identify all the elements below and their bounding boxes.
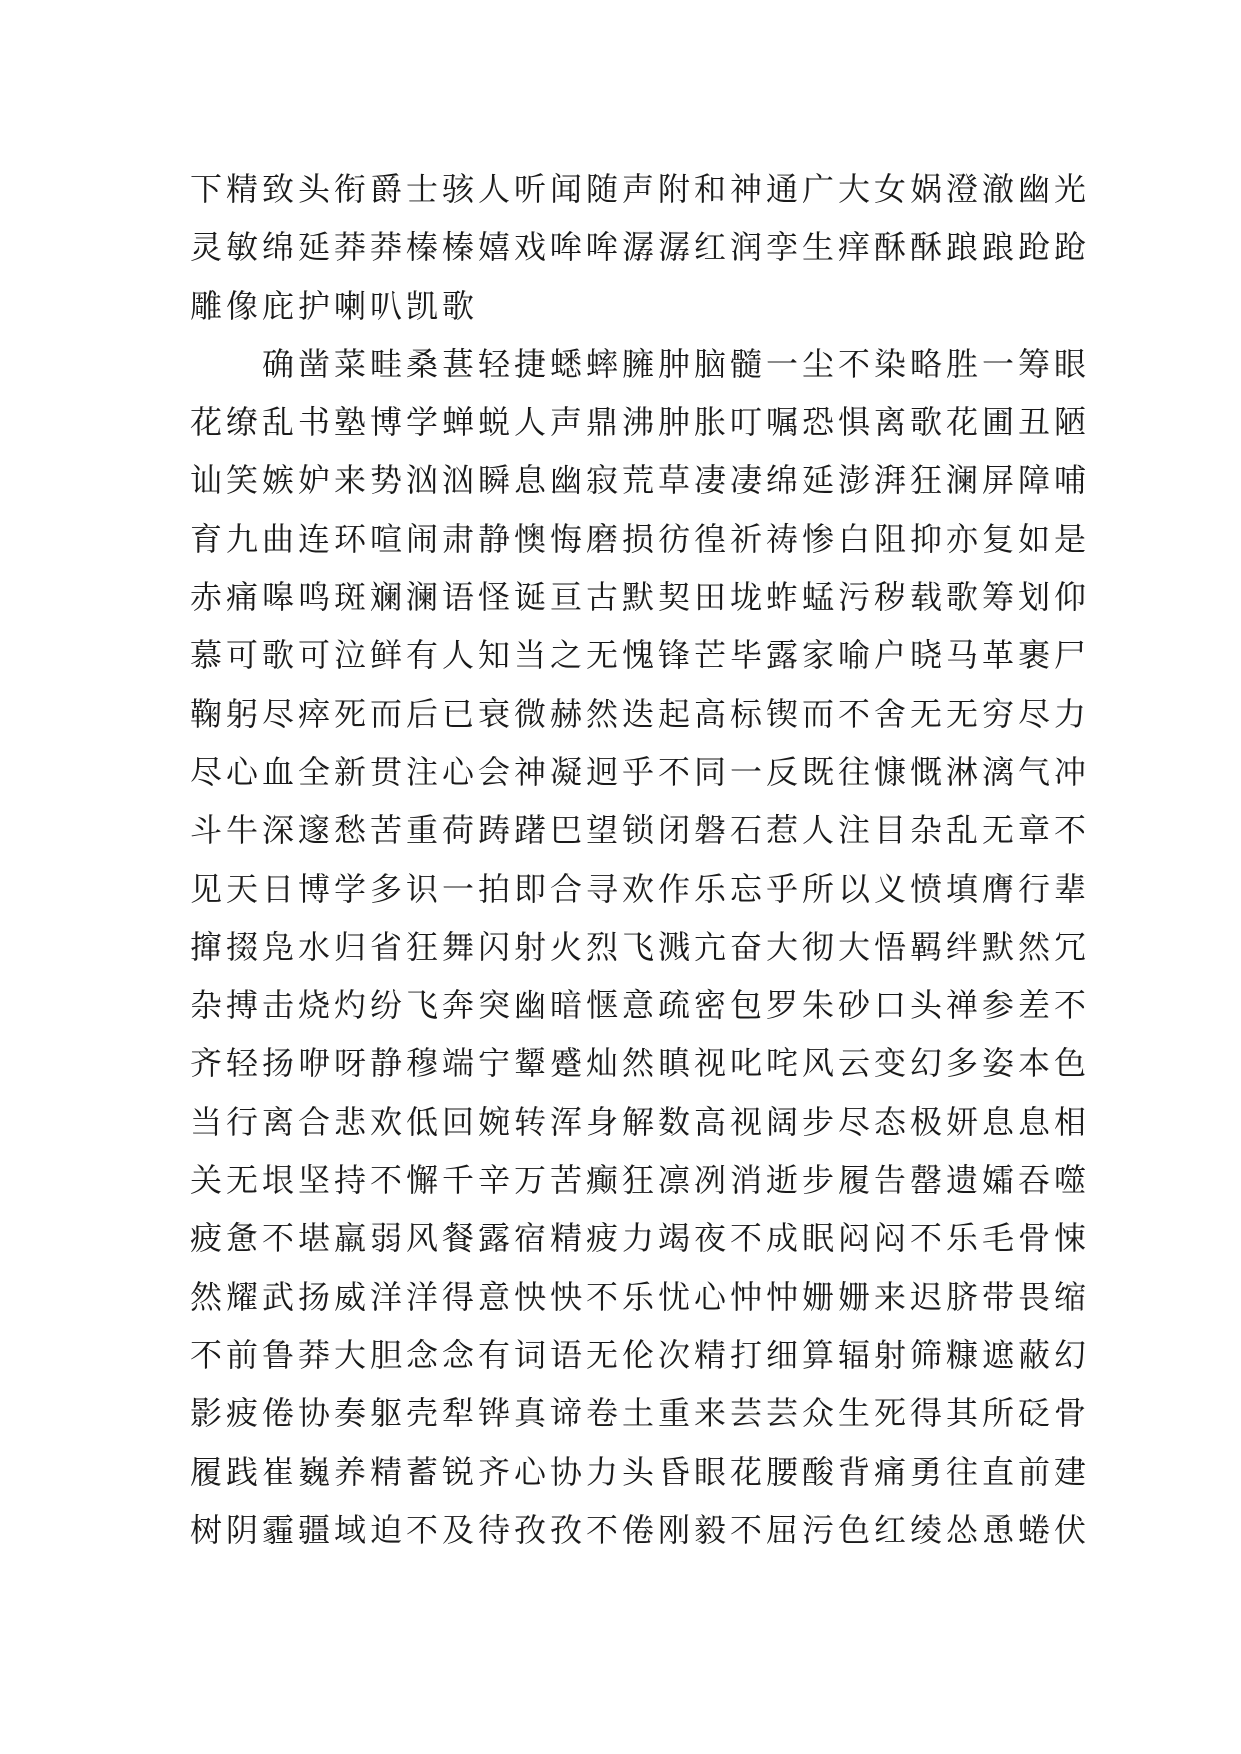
text-line: 当行离合悲欢低回婉转浑身解数高视阔步尽态极妍息息相 <box>190 1102 1091 1141</box>
text-line: 慕可歌可泣鲜有人知当之无愧锋芒毕露家喻户晓马革裹尸 <box>190 636 1091 675</box>
text-line: 树阴霾疆域迫不及待孜孜不倦刚毅不屈污色红绫怂恿蜷伏 <box>190 1510 1091 1549</box>
text-line: 不前鲁莽大胆念念有词语无伦次精打细算辐射筛糠遮蔽幻 <box>190 1335 1091 1374</box>
text-line: 鞠躬尽瘁死而后已衰微赫然迭起高标锲而不舍无无穷尽力 <box>190 694 1091 733</box>
text-line: 齐轻扬咿呀静穆端宁颦蹙灿然瞋视叱咤风云变幻多姿本色 <box>190 1044 1091 1083</box>
text-line: 花缭乱书塾博学蝉蜕人声鼎沸肿胀叮嘱恐惧离歌花圃丑陋 <box>190 403 1091 442</box>
text-line: 疲惫不堪羸弱风餐露宿精疲力竭夜不成眠闷闷不乐毛骨悚 <box>190 1219 1091 1258</box>
text-line: 讪笑嫉妒来势汹汹瞬息幽寂荒草凄凄绵延澎湃狂澜屏障哺 <box>190 461 1091 500</box>
text-line: 履践崔巍养精蓄锐齐心协力头昏眼花腰酸背痛勇往直前建 <box>190 1452 1091 1491</box>
text-line: 影疲倦协奏躯壳犁铧真谛卷土重来芸芸众生死得其所砭骨 <box>190 1394 1091 1433</box>
text-line: 关无垠坚持不懈千辛万苦癫狂凛冽消逝步履告罄遗孀吞噬 <box>190 1161 1091 1200</box>
text-line: 下精致头衔爵士骇人听闻随声附和神通广大女娲澄澈幽光 <box>190 170 1091 208</box>
text-line: 灵敏绵延莽莽榛榛嬉戏哞哞潺潺红润孪生痒酥酥踉踉跄跄 <box>190 228 1091 267</box>
document-text <box>190 160 1091 1559</box>
text-line: 育九曲连环喧闹肃静懊悔磨损彷徨祈祷惨白阻抑亦复如是 <box>190 519 1091 558</box>
text-line: 尽心血全新贯注心会神凝迥乎不同一反既往慷慨淋漓气冲 <box>190 752 1091 791</box>
text-line: 撺掇凫水归省狂舞闪射火烈飞溅亢奋大彻大悟羁绊默然冗 <box>190 927 1091 966</box>
text-line: 赤痛嗥鸣斑斓澜语怪诞亘古默契田垅蚱蜢污秽载歌筹划仰 <box>190 578 1091 617</box>
text-line: 杂搏击烧灼纷飞奔突幽暗惬意疏密包罗朱砂口头禅参差不 <box>190 986 1091 1025</box>
text-line: 然耀武扬威洋洋得意怏怏不乐忧心忡忡姗姗来迟脐带畏缩 <box>190 1277 1091 1316</box>
text-line: 确凿菜畦桑葚轻捷蟋蟀臃肿脑髓一尘不染略胜一筹眼 <box>262 344 1091 383</box>
text-line: 斗牛深邃愁苦重荷踌躇巴望锁闭磐石惹人注目杂乱无章不 <box>190 811 1091 850</box>
text-line: 雕像庇护喇叭凯歌 <box>190 286 479 325</box>
text-line: 见天日博学多识一拍即合寻欢作乐忘乎所以义愤填膺行辈 <box>190 869 1091 908</box>
